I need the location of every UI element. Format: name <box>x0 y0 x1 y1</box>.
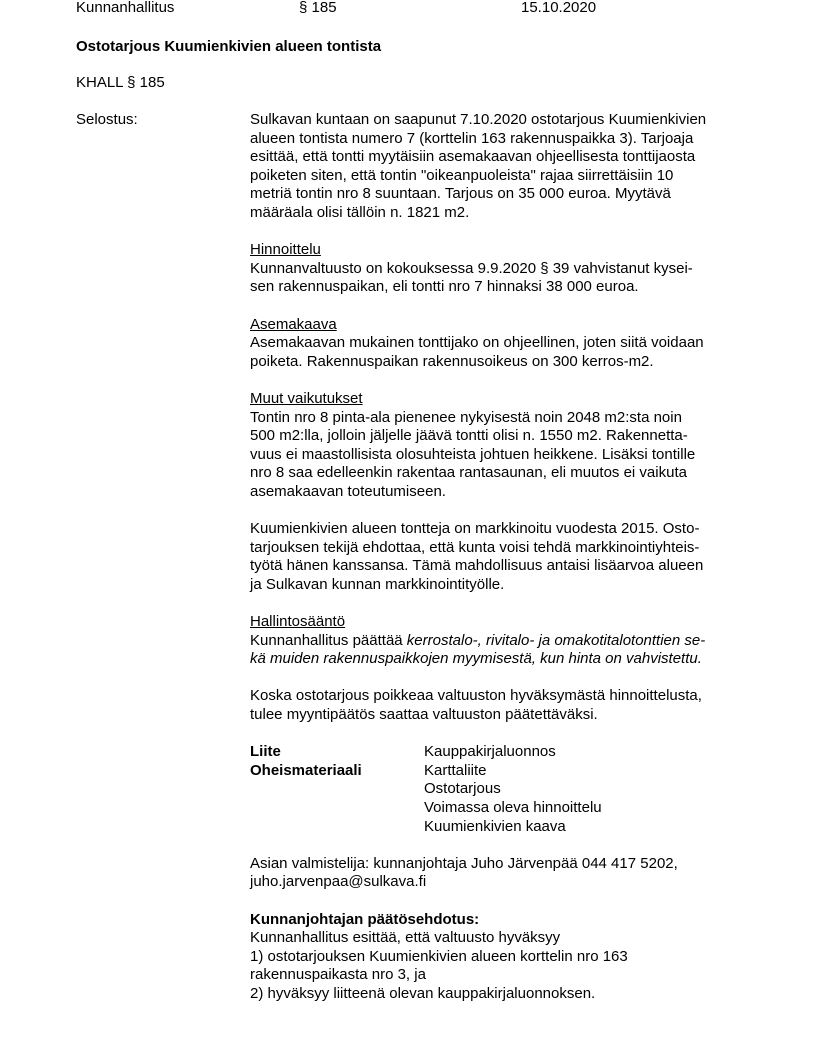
paatosehdotus-line: 1) ostotarjouksen Kuumienkivien alueen korttelin nro 163 <box>250 947 628 965</box>
header-section: § 185 <box>299 0 337 16</box>
hallintosaanto-plain-text: Kunnanhallitus päättää <box>250 631 407 649</box>
asemakaava-line: poiketa. Rakennuspaikan rakennusoikeus on 300 kerros-m2. <box>250 352 654 370</box>
asemakaava-section <box>250 316 745 372</box>
attachment-item: Voimassa oleva hinnoittelu <box>424 798 602 816</box>
attachment-item: Karttaliite <box>424 761 487 779</box>
hallintosaanto-italic-line: kä muiden rakennuspaikkojen myymisestä, kun hinta on vahvistettu. <box>250 650 702 668</box>
valmistelija-email: juho.jarvenpaa@sulkava.fi <box>250 873 427 891</box>
markkinointi-line: työtä hänen kanssansa. Tämä mahdollisuus antaisi lisäarvoa alueen <box>250 557 704 575</box>
intro-line: Sulkavan kuntaan on saapunut 7.10.2020 ostotarjous Kuumienkivien <box>250 111 707 128</box>
hallintosaanto-section <box>250 613 745 669</box>
markkinointi-line: tarjouksen tekijä ehdottaa, että kunta voisi tehdä markkinointiyhteis- <box>250 538 700 556</box>
muut-line: Tontin nro 8 pinta-ala pienenee nykyisestä noin 2048 m2:sta noin <box>250 408 682 426</box>
selostus-label: Selostus: <box>76 111 138 128</box>
document-title: Ostotarjous Kuumienkivien alueen tontista <box>76 38 382 55</box>
hinnoittelu-line: sen rakennuspaikan, eli tontti nro 7 hinnaksi 38 000 euroa. <box>250 278 639 296</box>
intro-line: esittää, että tontti myytäisiin asemakaavan ohjeellisesta tonttijaosta <box>250 148 696 166</box>
koska-paragraph <box>250 687 745 724</box>
intro-line: metriä tontin nro 8 suuntaan. Tarjous on 35 000 euroa. Myytävä <box>250 185 671 203</box>
muut-vaikutukset-section <box>250 390 745 502</box>
markkinointi-line: Kuumienkivien alueen tontteja on markkinoitu vuodesta 2015. Osto- <box>250 520 700 538</box>
hinnoittelu-line: Kunnanvaltuusto on kokouksessa 9.9.2020 § 39 vahvistanut kysei- <box>250 259 693 277</box>
paatosehdotus-line: Kunnanhallitus esittää, että valtuusto hyväksyy <box>250 929 561 947</box>
valmistelija-paragraph <box>250 855 745 892</box>
paatosehdotus-section <box>250 911 745 1004</box>
intro-line: alueen tontista numero 7 (korttelin 163 rakennuspaikka 3). Tarjoaja <box>250 129 694 147</box>
attachment-item: Kauppakirjaluonnos <box>424 743 556 761</box>
muut-line: 500 m2:lla, jolloin jäljelle jäävä tontti olisi n. 1550 m2. Rakennetta- <box>250 427 688 445</box>
hallintosaanto-heading: Hallintosääntö <box>250 613 346 631</box>
hinnoittelu-section <box>250 241 745 297</box>
muut-line: nro 8 saa edelleenkin rakentaa rantasaunan, eli muutos ei vaikuta <box>250 464 687 482</box>
attachment-item: Ostotarjous <box>424 780 501 798</box>
liite-label: Liite <box>250 743 281 761</box>
intro-paragraph <box>250 111 745 223</box>
valmistelija-line: Asian valmistelija: kunnanjohtaja Juho Järvenpää 044 417 5202, <box>250 854 678 872</box>
khall-reference: KHALL § 185 <box>76 74 165 91</box>
koska-line: tulee myyntipäätös saattaa valtuuston päätettäväksi. <box>250 706 598 723</box>
paatosehdotus-heading: Kunnanjohtajan päätösehdotus: <box>250 910 480 928</box>
oheismateriaali-label: Oheismateriaali <box>250 761 362 779</box>
markkinointi-line: ja Sulkavan kunnan markkinointityölle. <box>250 575 505 593</box>
header-date: 15.10.2020 <box>521 0 597 16</box>
attachments-block <box>250 743 745 836</box>
muut-vaikutukset-heading: Muut vaikutukset <box>250 389 363 407</box>
markkinointi-paragraph <box>250 520 745 594</box>
hallintosaanto-italic-text: kerrostalo-, rivitalo- ja omakotitalotonttien se- <box>406 631 706 649</box>
attachment-item: Kuumienkivien kaava <box>424 817 566 835</box>
muut-line: asemakaavan toteutumiseen. <box>250 482 446 500</box>
body-column <box>250 111 745 1004</box>
intro-line: poiketen siten, että tontin "oikeanpuoleista" rajaa siirrettäisiin 10 <box>250 166 674 184</box>
koska-line: Koska ostotarjous poikkeaa valtuuston hyväksymästä hinnoittelusta, <box>250 687 702 705</box>
asemakaava-line: Asemakaavan mukainen tonttijako on ohjeellinen, joten siitä voidaan <box>250 334 704 352</box>
paatosehdotus-line: 2) hyväksyy liitteenä olevan kauppakirjaluonnoksen. <box>250 984 596 1002</box>
asemakaava-heading: Asemakaava <box>250 315 337 333</box>
header-board: Kunnanhallitus <box>76 0 175 16</box>
intro-line: määräala olisi tällöin n. 1821 m2. <box>250 203 470 221</box>
hinnoittelu-heading: Hinnoittelu <box>250 241 321 259</box>
hallintosaanto-line <box>250 632 745 651</box>
muut-line: vuus ei maastollisista olosuhteista johtuen heikkene. Lisäksi tontille <box>250 445 696 463</box>
paatosehdotus-line: rakennuspaikasta nro 3, ja <box>250 966 426 984</box>
